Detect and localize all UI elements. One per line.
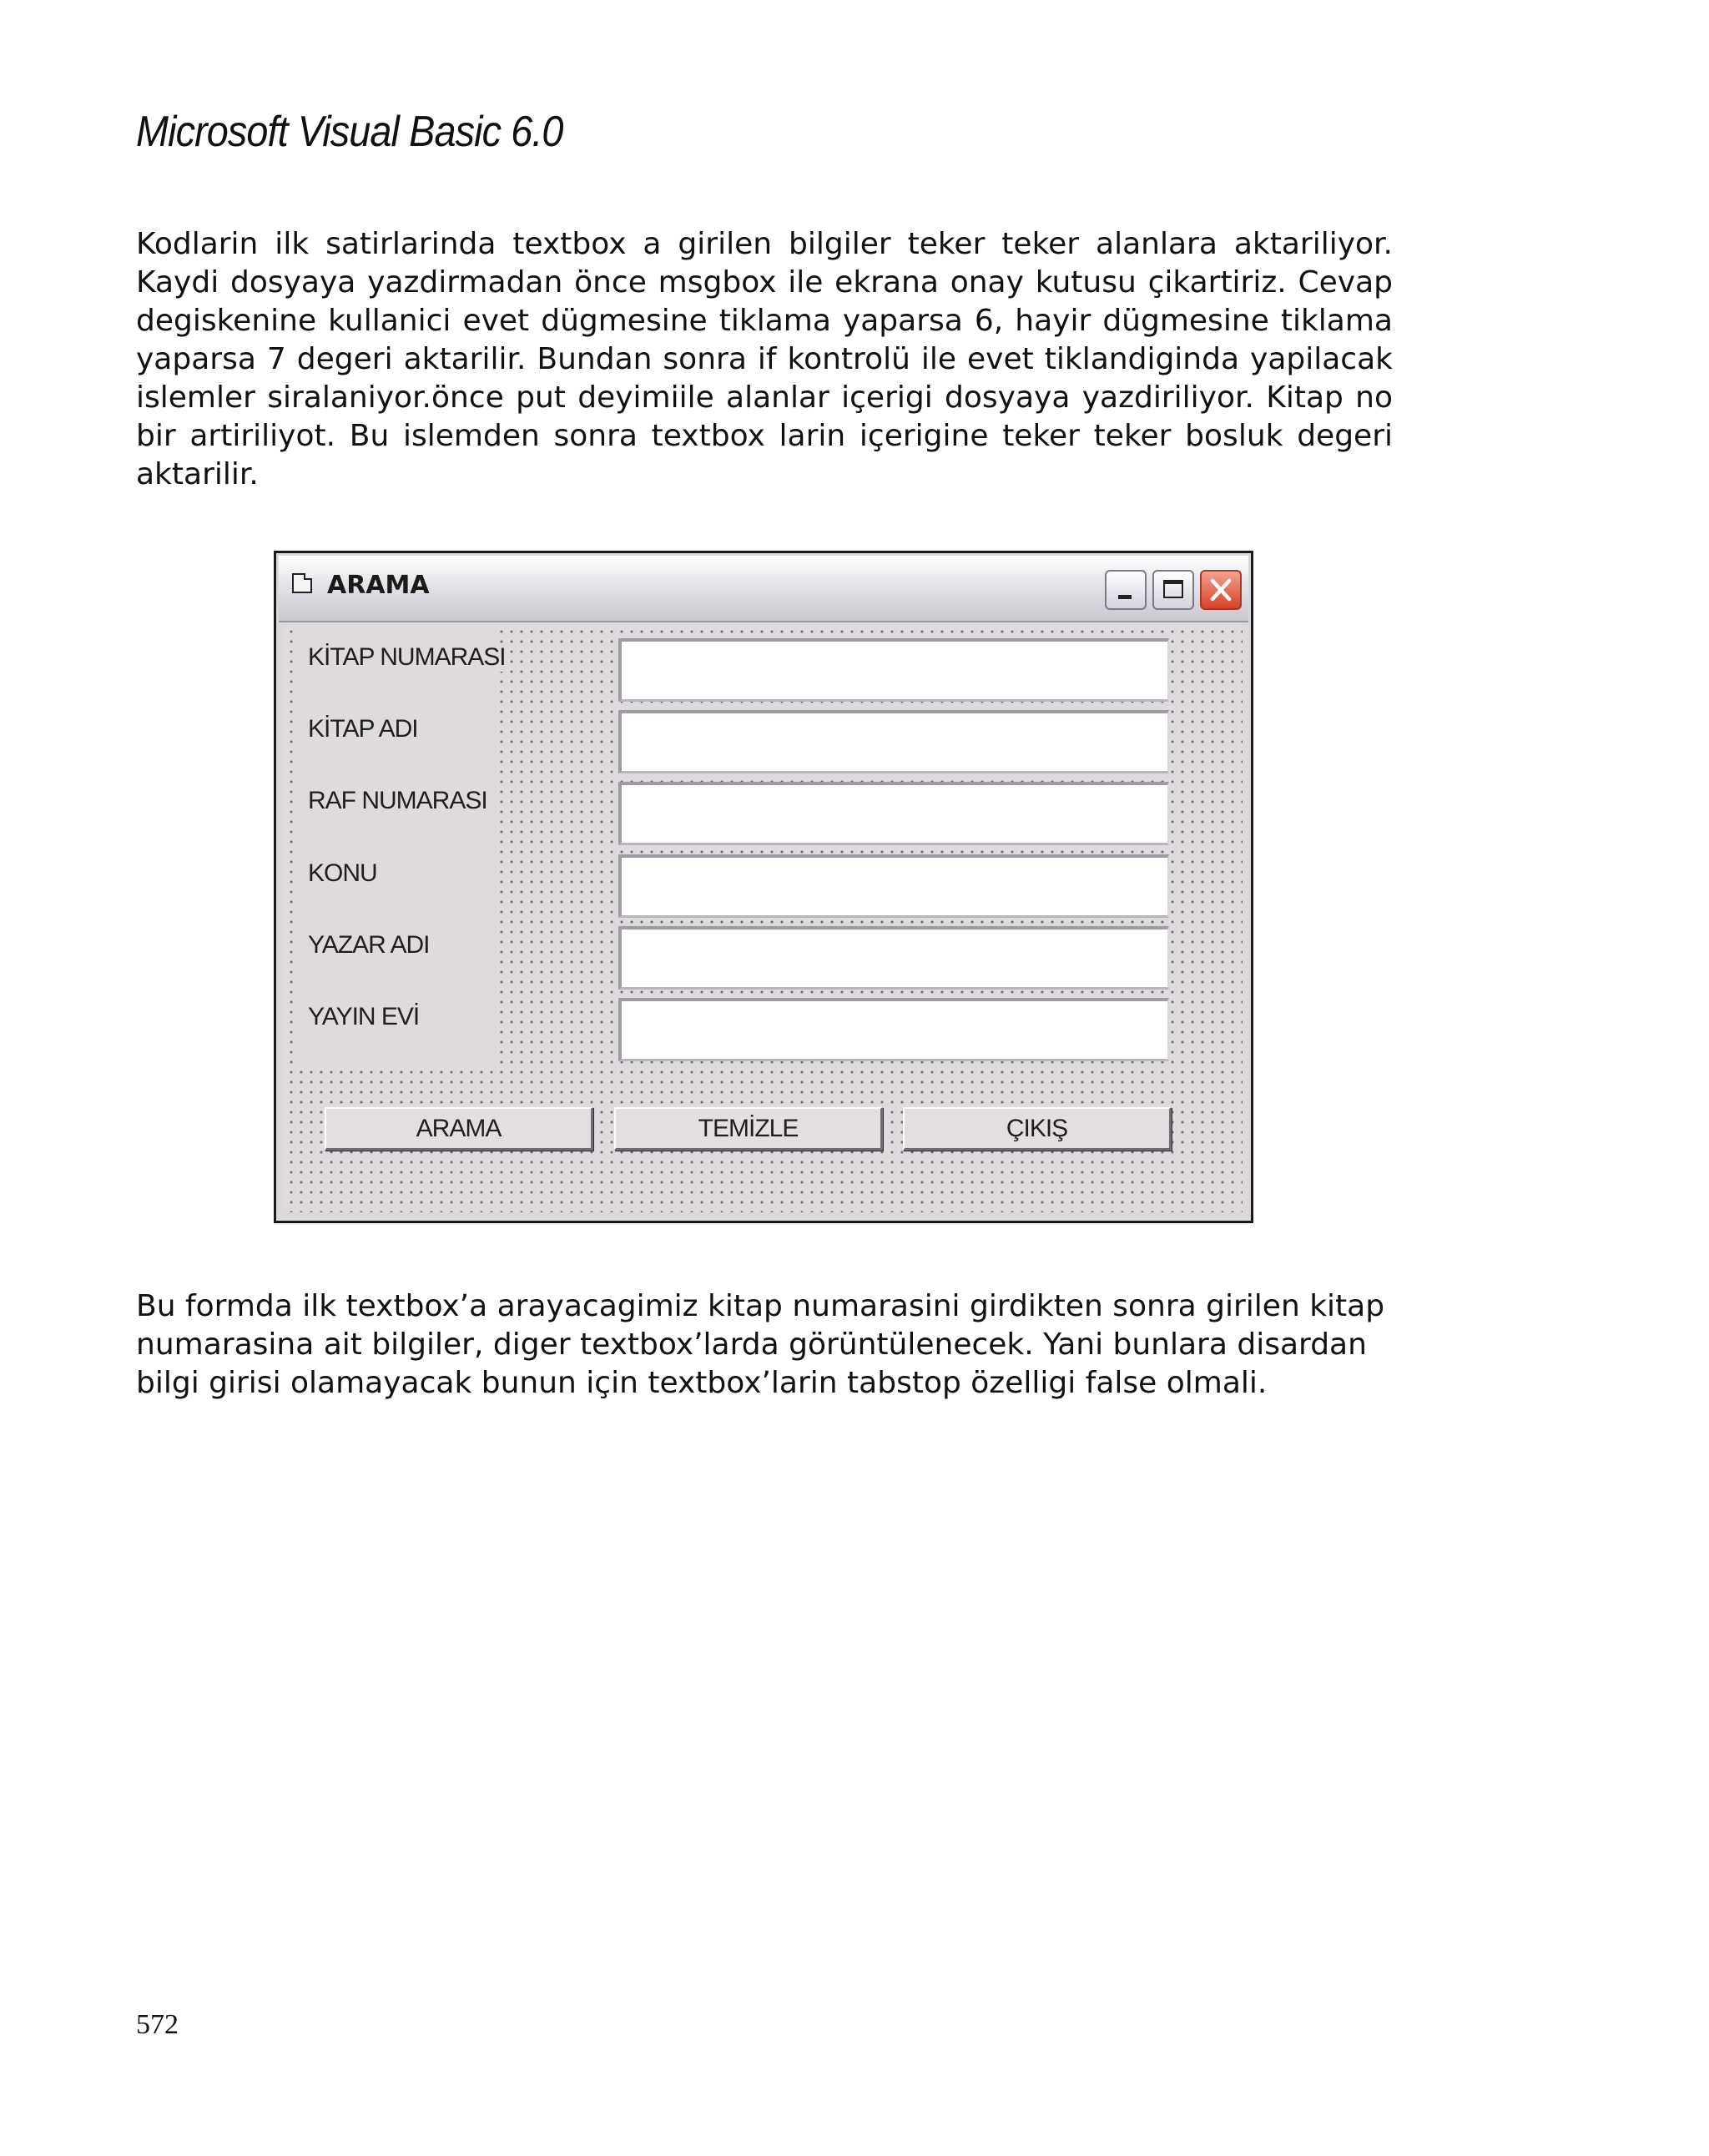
- yayin-evi-input[interactable]: [618, 998, 1169, 1061]
- page-number: 572: [136, 2009, 179, 2040]
- maximize-icon: [1163, 580, 1183, 598]
- form-client-area: [283, 623, 1243, 1212]
- cikis-button[interactable]: ÇIKIŞ: [903, 1107, 1172, 1151]
- label-kitap-adi: KİTAP ADI: [308, 715, 421, 743]
- label-yayin-evi: YAYIN EVİ: [308, 1003, 422, 1031]
- yazar-adi-input[interactable]: [618, 926, 1169, 990]
- header-title: Microsoft Visual Basic 6.0: [136, 108, 563, 156]
- kitap-numarasi-input[interactable]: [618, 638, 1169, 702]
- folder-icon: [292, 578, 312, 593]
- label-konu: KONU: [308, 859, 381, 888]
- close-icon: [1202, 572, 1240, 608]
- paragraph-intro: Kodlarin ilk satirlarinda textbox a girilen bilgiler teker teker alanlara aktariliyor. Kaydi dosyaya yazdirmadan önce msgbox ile ekrana onay kutusu çikartiriz. Cevap degiskenine kullanici evet dügmesine tiklama yaparsa 6, hayir dügmesine tiklama yaparsa 7 degeri aktarilir. Bundan sonra if kontrolü ile evet tiklandiginda yapilacak islemler siralaniyor.önce put deyimiile alanlar içerigi dosyaya yazdiriliyor. Kitap no bir artiriliyot. Bu islemden sonra textbox larin içerigine teker teker bosluk degeri aktarilir.: [136, 227, 1393, 491]
- raf-numarasi-input[interactable]: [618, 782, 1169, 845]
- label-yazar-adi: YAZAR ADI: [308, 931, 432, 960]
- paragraph-explanation: Bu formda ilk textbox’a arayacagimiz kitap numarasini girdikten sonra girilen kitap numarasina ait bilgiler, diger textbox’larda görüntülenecek. Yani bunlara disardan bilgi girisi olamayacak bunun için textbox’larin tabstop özelligi false olmali.: [136, 1289, 1385, 1400]
- arama-button[interactable]: ARAMA: [325, 1107, 593, 1151]
- label-raf-numarasi: RAF NUMARASI: [308, 787, 491, 815]
- konu-input[interactable]: [618, 854, 1169, 918]
- temizle-button[interactable]: TEMİZLE: [614, 1107, 883, 1151]
- maximize-button[interactable]: [1152, 570, 1194, 610]
- label-kitap-numarasi: KİTAP NUMARASI: [308, 643, 509, 672]
- minimize-icon: [1118, 595, 1132, 599]
- form-titlebar[interactable]: [279, 556, 1248, 622]
- minimize-button[interactable]: [1105, 570, 1147, 610]
- vb-form-window: [274, 551, 1253, 1223]
- close-button[interactable]: [1200, 570, 1242, 610]
- form-title: ARAMA: [327, 571, 430, 600]
- kitap-adi-input[interactable]: [618, 710, 1169, 773]
